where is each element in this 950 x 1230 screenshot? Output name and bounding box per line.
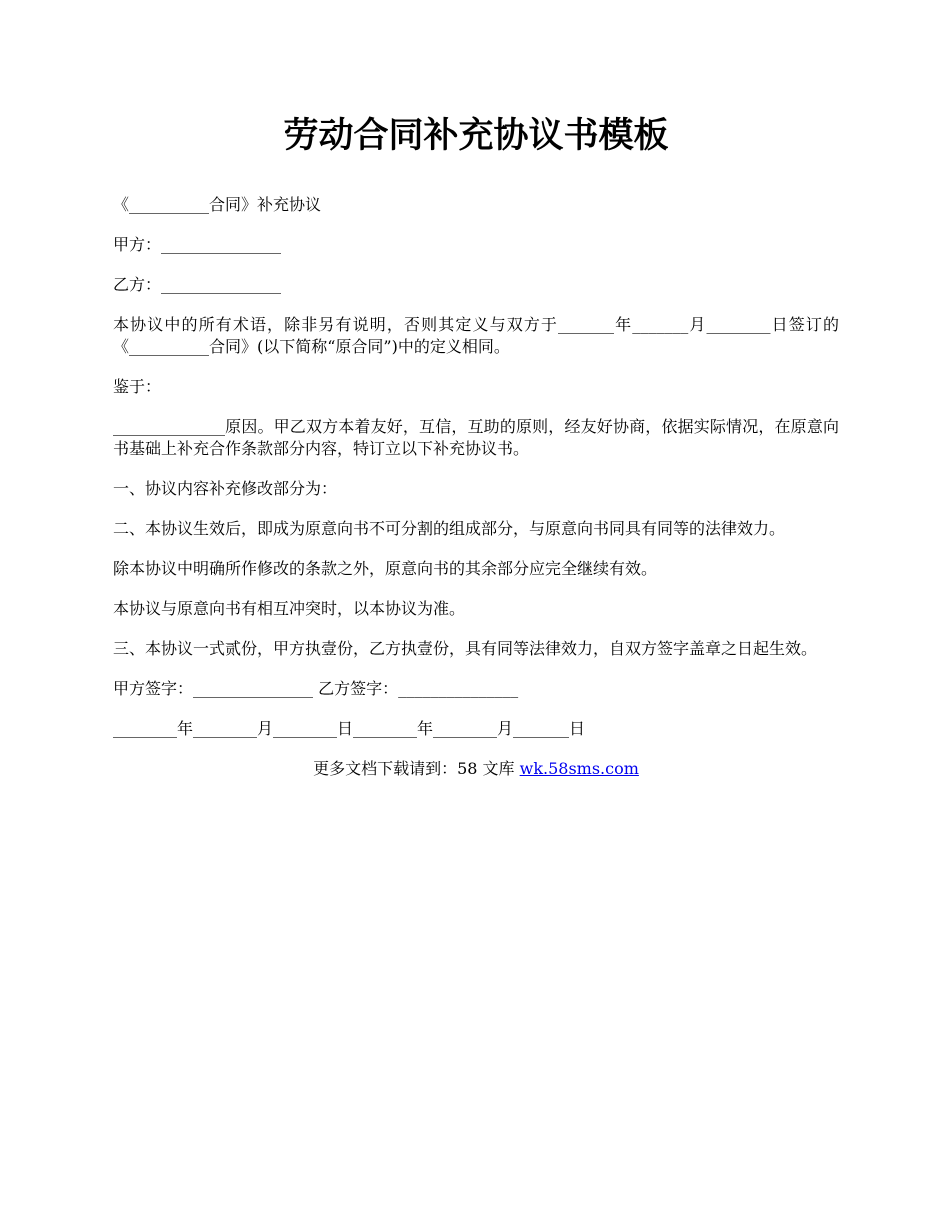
party-a-line: 甲方：_______________ (113, 235, 282, 254)
agreement-heading-line: 《__________合同》补充协议 (113, 195, 322, 214)
clause-three: 三、本协议一式贰份，甲方执壹份，乙方执壹份，具有同等法律效力，自双方签字盖章之日起生效。 (113, 639, 818, 658)
reason-paragraph: ______________原因。甲乙双方本着友好，互信，互助的原则，经友好协商，依据实际情况，在原意向书基础上补充合作条款部分内容，特订立以下补充协议书。 (113, 417, 839, 458)
clause-one: 一、协议内容补充修改部分为： (113, 479, 338, 498)
clause-two: 二、本协议生效后，即成为原意向书不可分割的组成部分，与原意向书同具有同等的法律效力。 (113, 519, 786, 538)
download-footer (113, 758, 839, 780)
signature-line: 甲方签字：_______________ 乙方签字：_______________ (113, 679, 519, 698)
remaining-validity-paragraph: 除本协议中明确所作修改的条款之外，原意向书的其余部分应完全继续有效。 (113, 559, 658, 578)
party-b-line: 乙方：_______________ (113, 275, 282, 294)
document-title: 劳动合同补充协议书模板 (283, 115, 669, 156)
date-line: ________年________月________日________年________月_______日 (113, 719, 586, 738)
definitions-paragraph: 本协议中的所有术语，除非另有说明，否则其定义与双方于_______年_______月________日签订的《__________合同》(以下简称“原合同”)中的定义相同。 (113, 315, 839, 356)
document-page (113, 108, 839, 780)
whereas-label: 鉴于： (113, 377, 162, 396)
website-link[interactable]: wk.58sms.com (519, 759, 639, 778)
footer-prefix: 更多文档下载请到：58 文库 (313, 759, 520, 778)
conflict-paragraph: 本协议与原意向书有相互冲突时，以本协议为准。 (113, 599, 466, 618)
